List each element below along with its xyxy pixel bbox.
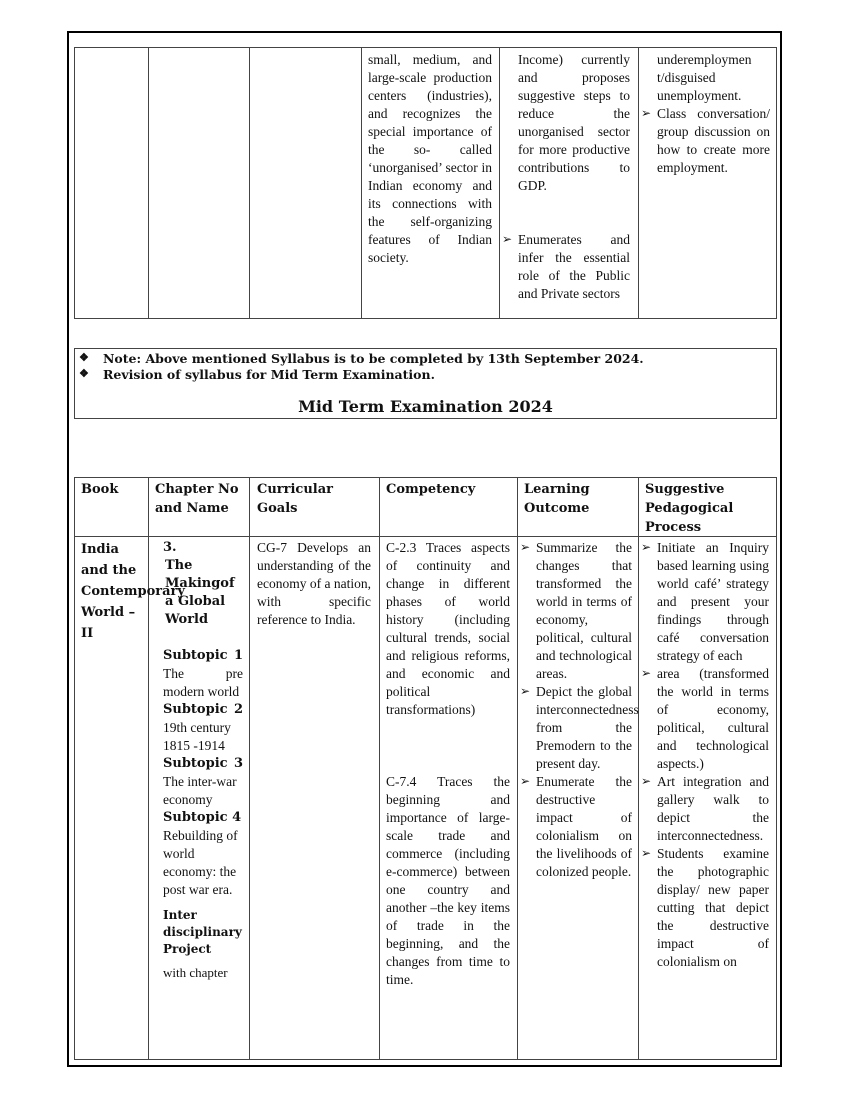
- col-divider: [249, 48, 250, 318]
- list-item: [520, 539, 632, 683]
- top-pedagogy-text2: Class conversation/ group discussion on how to create more employment.: [657, 106, 770, 175]
- subtopic-1-label: Subtopic 1: [163, 648, 243, 663]
- col-divider: [148, 48, 149, 318]
- arrow-bullet-icon: ➢: [641, 666, 652, 680]
- header-learning-outcome: Learning Outcome: [524, 482, 590, 516]
- project-label: Inter disciplinary Project: [163, 908, 242, 956]
- chapter-name: The Makingof a Global World: [165, 558, 235, 627]
- arrow-bullet-icon: ➢: [641, 540, 652, 554]
- subtopic-1-text: The pre modern world: [163, 666, 243, 699]
- competency-2: C-7.4 Traces the beginning and importance of large- scale trade and commerce (including e-commerce) between one country and another –the key items of trade in the beginning, and the changes from time to time.: [386, 774, 510, 987]
- arrow-bullet-icon: ➢: [641, 106, 652, 120]
- list-item-text: Art integration and gallery walk to depict the interconnectedness.: [657, 774, 769, 843]
- note-box: [74, 348, 777, 419]
- col-divider: [638, 478, 639, 1059]
- header-chapter: Chapter No and Name: [155, 482, 239, 516]
- list-item: [641, 539, 773, 665]
- list-item-text: Students examine the photographic display/ new paper cutting that depict the destructive impact of colonialism on: [657, 846, 769, 969]
- header-curricular-goals: Curricular Goals: [257, 482, 334, 516]
- col-divider: [379, 478, 380, 1059]
- note-text-1: Note: Above mentioned Syllabus is to be completed by 13th September 2024.: [103, 351, 644, 366]
- chapter-cell: [163, 539, 243, 982]
- list-item: [641, 665, 773, 773]
- arrow-bullet-icon: ➢: [520, 684, 531, 698]
- diamond-bullet-icon: ❖: [79, 367, 89, 380]
- subtopic-4-label: Subtopic 4: [163, 810, 242, 825]
- header-competency: Competency: [386, 482, 476, 497]
- list-item-text: area (transformed the world in terms of economy, political, cultural and technological aspects.): [657, 666, 769, 771]
- top-competency-text: small, medium, and large-scale production centers (industries), and recognizes the special importance of the so- called ‘unorganised’ sector in Indian economy and its connections with the self-organizing features of Indian society.: [368, 52, 492, 265]
- subtopic-2-text: 19th century 1815 -1914: [163, 720, 231, 753]
- competency-1: C-2.3 Traces aspects of continuity and change in different phases of world history (including cultural trends, social and religious reforms, and economic and political transformations): [386, 540, 510, 717]
- list-item: [520, 773, 632, 881]
- diamond-bullet-icon: ❖: [79, 351, 89, 364]
- arrow-bullet-icon: ➢: [641, 846, 652, 860]
- midterm-heading: Mid Term Examination 2024: [298, 397, 553, 416]
- top-pedagogy-text1: underemploymen t/disguised unemployment.: [657, 52, 752, 103]
- subtopic-3-text: The inter-war economy: [163, 774, 237, 807]
- list-item-text: Initiate an Inquiry based learning using world café’ strategy and present your findings through café conversation strategy of each: [657, 540, 769, 663]
- curricular-goal-text: CG-7 Develops an understanding of the economy of a nation, with specific reference to India.: [257, 540, 371, 627]
- list-item-text: Enumerate the destructive impact of colonialism on the livelihoods of colonized people.: [536, 774, 632, 879]
- subtopic-3-label: Subtopic 3: [163, 756, 243, 771]
- arrow-bullet-icon: ➢: [502, 232, 513, 246]
- list-item: [520, 683, 639, 773]
- list-item-text: Depict the global interconnectedness from the Premodern to the present day.: [536, 684, 639, 771]
- book-name: India and the Contemporary World – II: [81, 542, 185, 641]
- arrow-bullet-icon: ➢: [520, 540, 531, 554]
- pedagogy-list: [641, 539, 773, 971]
- arrow-bullet-icon: ➢: [641, 774, 652, 788]
- top-outcome-text2: Enumerates and infer the essential role of the Public and Private sectors: [518, 232, 630, 301]
- note-text-2: Revision of syllabus for Mid Term Examination.: [103, 367, 435, 382]
- col-divider: [638, 48, 639, 318]
- note-line-2: [79, 367, 435, 382]
- list-item: [641, 773, 773, 845]
- col-divider: [517, 478, 518, 1059]
- header-book: Book: [81, 482, 119, 497]
- main-table: [74, 477, 777, 1060]
- list-item-text: Summarize the changes that transformed the world in terms of economy, political, cultural and technological areas.: [536, 540, 632, 681]
- col-divider: [148, 478, 149, 1059]
- top-table: [74, 47, 777, 319]
- subtopic-4-text: Rebuilding of world economy: the post war era.: [163, 828, 238, 897]
- top-pedagogy-bullet: [641, 105, 774, 177]
- arrow-bullet-icon: ➢: [520, 774, 531, 788]
- learning-outcome-list: [520, 539, 639, 881]
- list-item: [641, 845, 773, 971]
- top-outcome-text1: Income) currently and proposes suggestive steps to reduce the unorganised sector for more productive contributions to GDP.: [518, 52, 630, 193]
- project-text: with chapter: [163, 965, 228, 980]
- col-divider: [361, 48, 362, 318]
- subtopic-2-label: Subtopic 2: [163, 702, 243, 717]
- chapter-number: 3.: [163, 540, 177, 555]
- col-divider: [249, 478, 250, 1059]
- col-divider: [499, 48, 500, 318]
- top-outcome-bullet: [502, 231, 630, 303]
- note-line-1: [79, 351, 644, 366]
- header-pedagogy: Suggestive Pedagogical Process: [645, 482, 734, 535]
